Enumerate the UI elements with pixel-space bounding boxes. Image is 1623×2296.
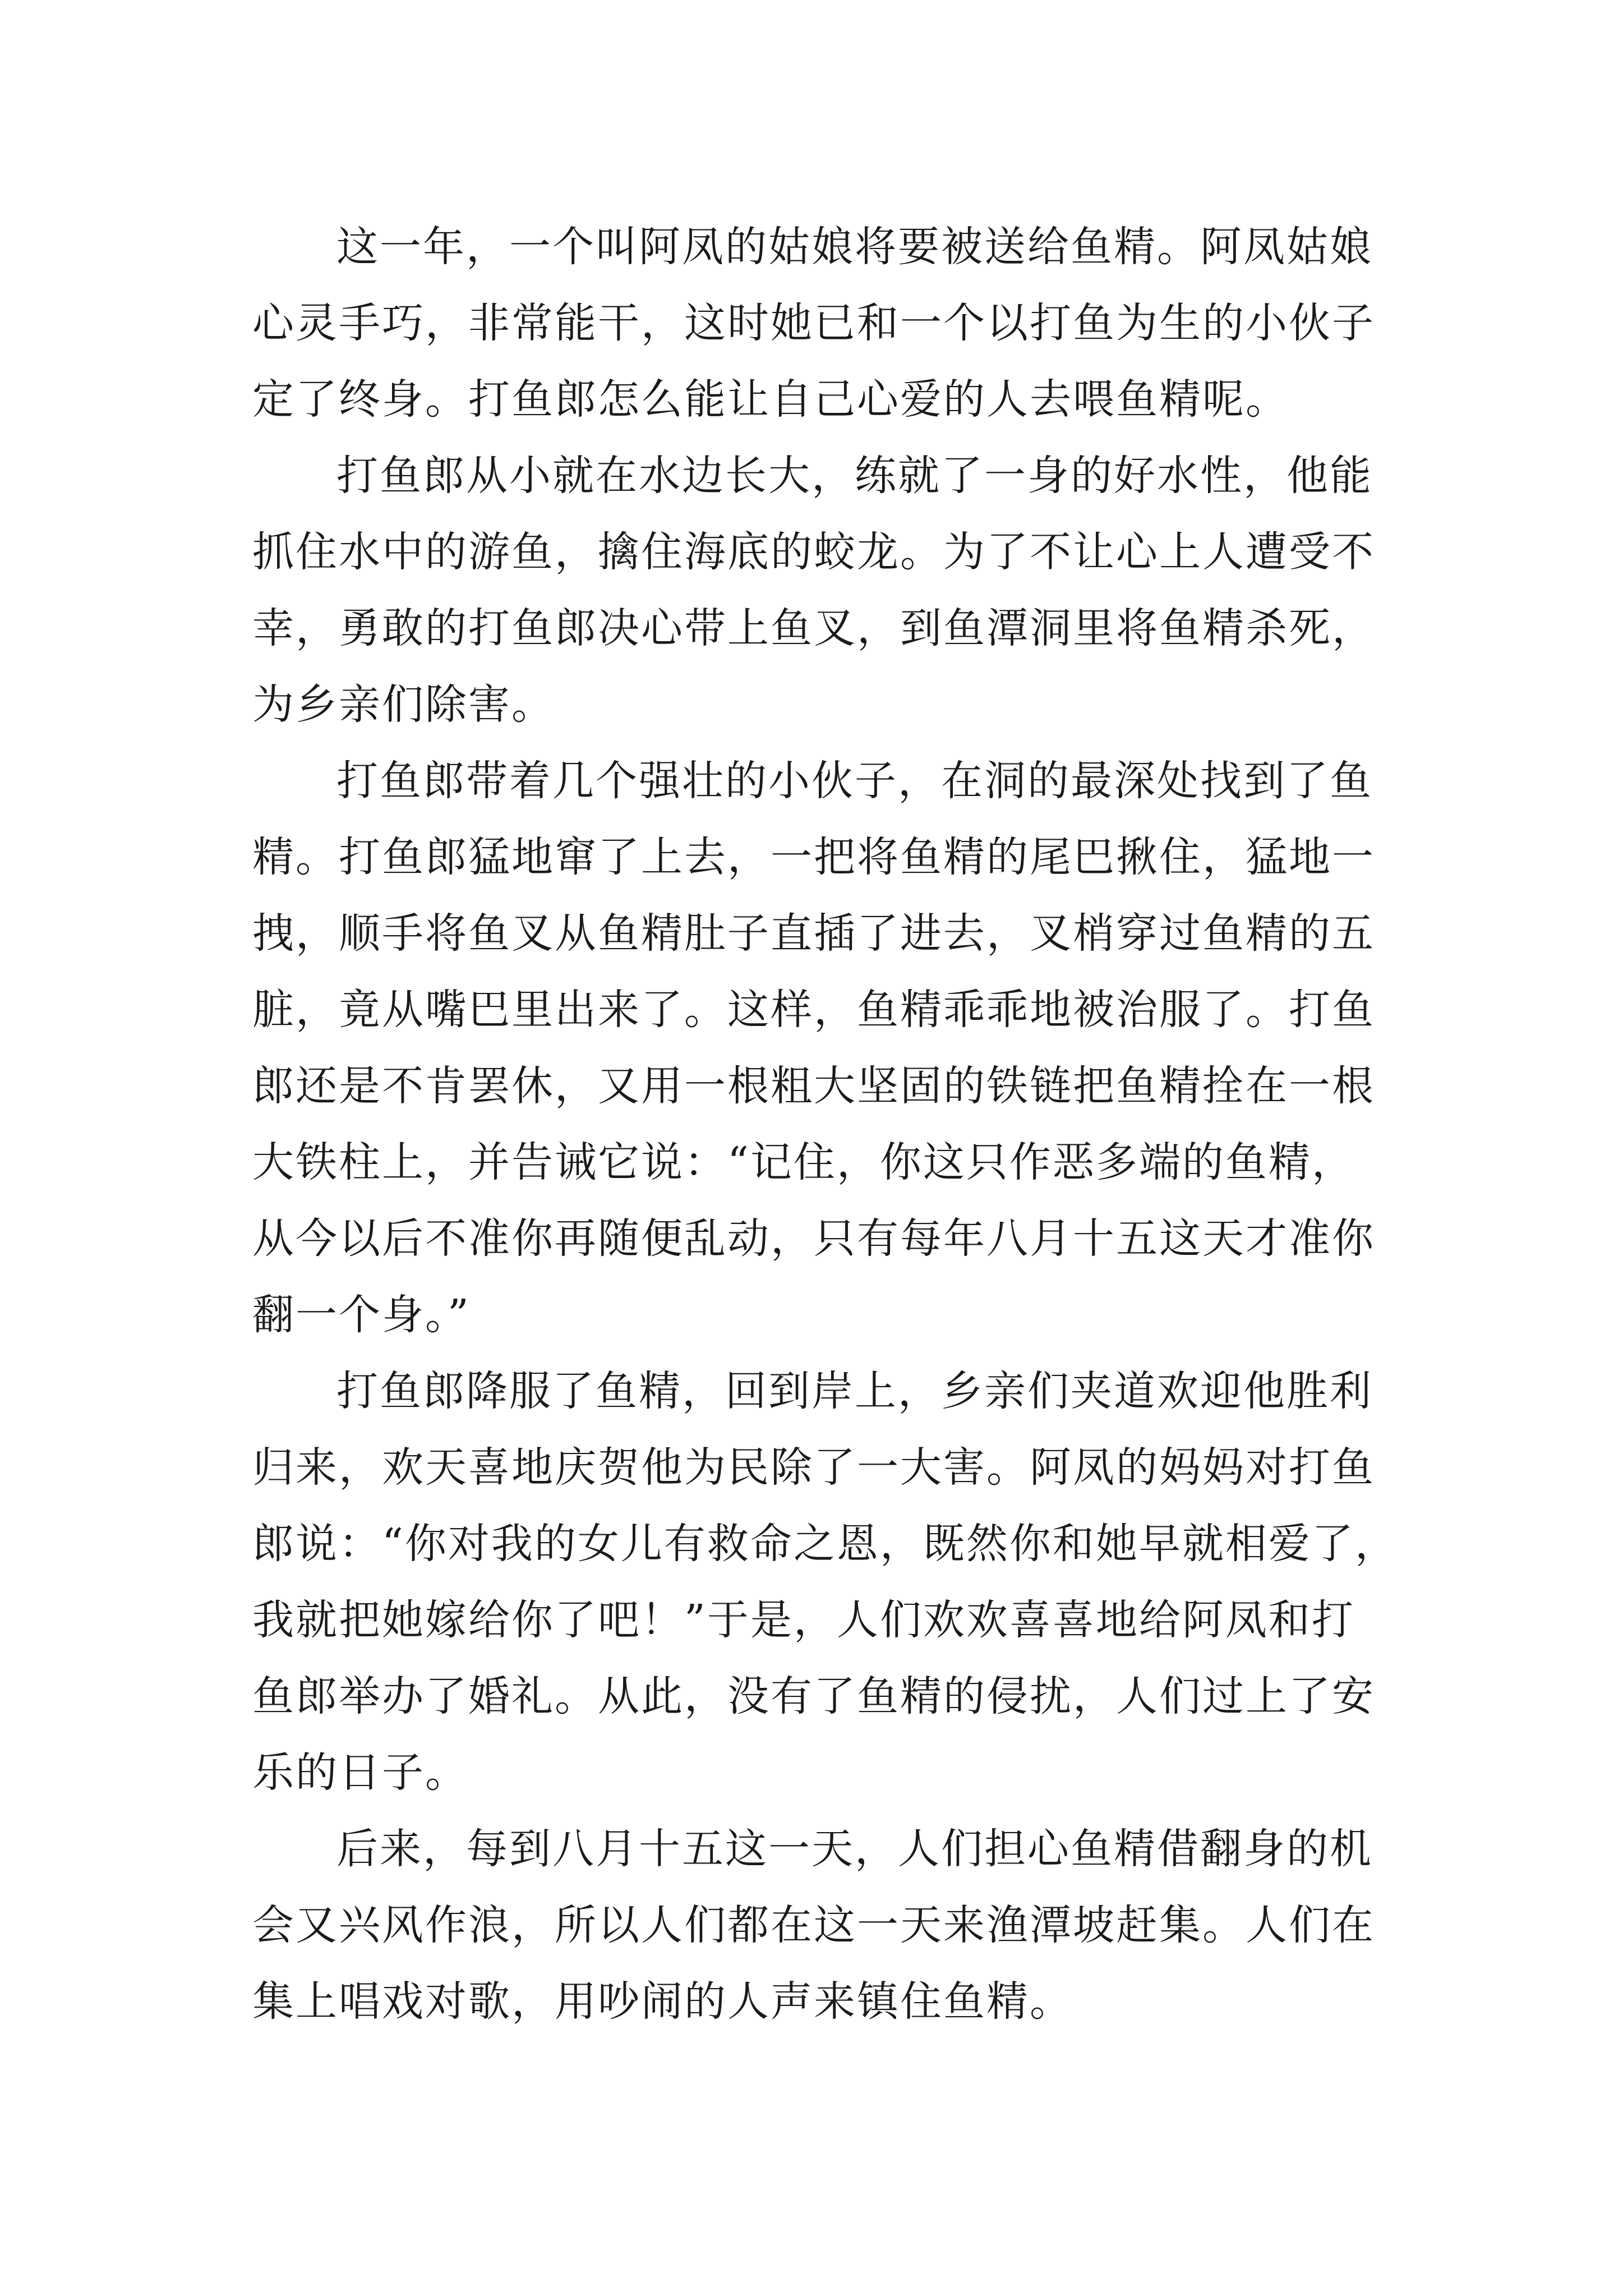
text-line: 脏，竟从嘴巴里出来了。这样，鱼精乖乖地被治服了。打鱼 bbox=[252, 986, 1375, 1034]
text-line: 精。打鱼郎猛地窜了上去，一把将鱼精的尾巴揪住，猛地一 bbox=[252, 833, 1375, 881]
text-line: 抓住水中的游鱼，擒住海底的蛟龙。为了不让心上人遭受不 bbox=[252, 528, 1375, 576]
text-line: 翻一个身。” bbox=[252, 1291, 471, 1339]
text-line: 后来，每到八月十五这一天，人们担心鱼精借翻身的机 bbox=[336, 1825, 1373, 1873]
text-line: 打鱼郎从小就在水边长大，练就了一身的好水性，他能 bbox=[336, 452, 1373, 500]
text-line: 郎还是不肯罢休，又用一根粗大坚固的铁链把鱼精拴在一根 bbox=[252, 1062, 1375, 1110]
paragraph-1 bbox=[252, 209, 1391, 438]
text-line: 拽，顺手将鱼叉从鱼精肚子直插了进去，叉梢穿过鱼精的五 bbox=[252, 909, 1375, 958]
text-line: 郎说：“你对我的女儿有救命之恩，既然你和她早就相爱了， bbox=[252, 1520, 1398, 1568]
text-line: 为乡亲们除害。 bbox=[252, 680, 555, 729]
text-line: 集上唱戏对歌，用吵闹的人声来镇住鱼精。 bbox=[252, 1977, 1073, 2026]
text-line: 鱼郎举办了婚礼。从此，没有了鱼精的侵扰，人们过上了安 bbox=[252, 1672, 1375, 1720]
text-line: 定了终身。打鱼郎怎么能让自己心爱的人去喂鱼精呢。 bbox=[252, 375, 1289, 424]
text-line: 幸，勇敢的打鱼郎决心带上鱼叉，到鱼潭洞里将鱼精杀死， bbox=[252, 604, 1375, 652]
text-line: 大铁柱上，并告诫它说：“记住，你这只作恶多端的鱼精， bbox=[252, 1138, 1355, 1186]
text-line: 我就把她嫁给你了吧！”于是，人们欢欢喜喜地给阿凤和打 bbox=[252, 1596, 1355, 1644]
paragraph-2 bbox=[252, 438, 1391, 743]
paragraph-4 bbox=[252, 1353, 1398, 1811]
document-body bbox=[252, 209, 1398, 2040]
paragraph-3 bbox=[252, 743, 1391, 1353]
paragraph-5 bbox=[252, 1811, 1391, 2040]
text-line: 打鱼郎带着几个强壮的小伙子，在洞的最深处找到了鱼 bbox=[336, 757, 1373, 805]
text-line: 心灵手巧，非常能干，这时她已和一个以打鱼为生的小伙子 bbox=[252, 299, 1375, 347]
text-line: 这一年，一个叫阿凤的姑娘将要被送给鱼精。阿凤姑娘 bbox=[336, 223, 1373, 271]
text-line: 会又兴风作浪，所以人们都在这一天来渔潭坡赶集。人们在 bbox=[252, 1901, 1375, 1949]
text-line: 归来，欢天喜地庆贺他为民除了一大害。阿凤的妈妈对打鱼 bbox=[252, 1443, 1375, 1492]
text-line: 打鱼郎降服了鱼精，回到岸上，乡亲们夹道欢迎他胜利 bbox=[336, 1367, 1373, 1415]
text-line: 从今以后不准你再随便乱动，只有每年八月十五这天才准你 bbox=[252, 1214, 1375, 1263]
text-line: 乐的日子。 bbox=[252, 1749, 468, 1797]
